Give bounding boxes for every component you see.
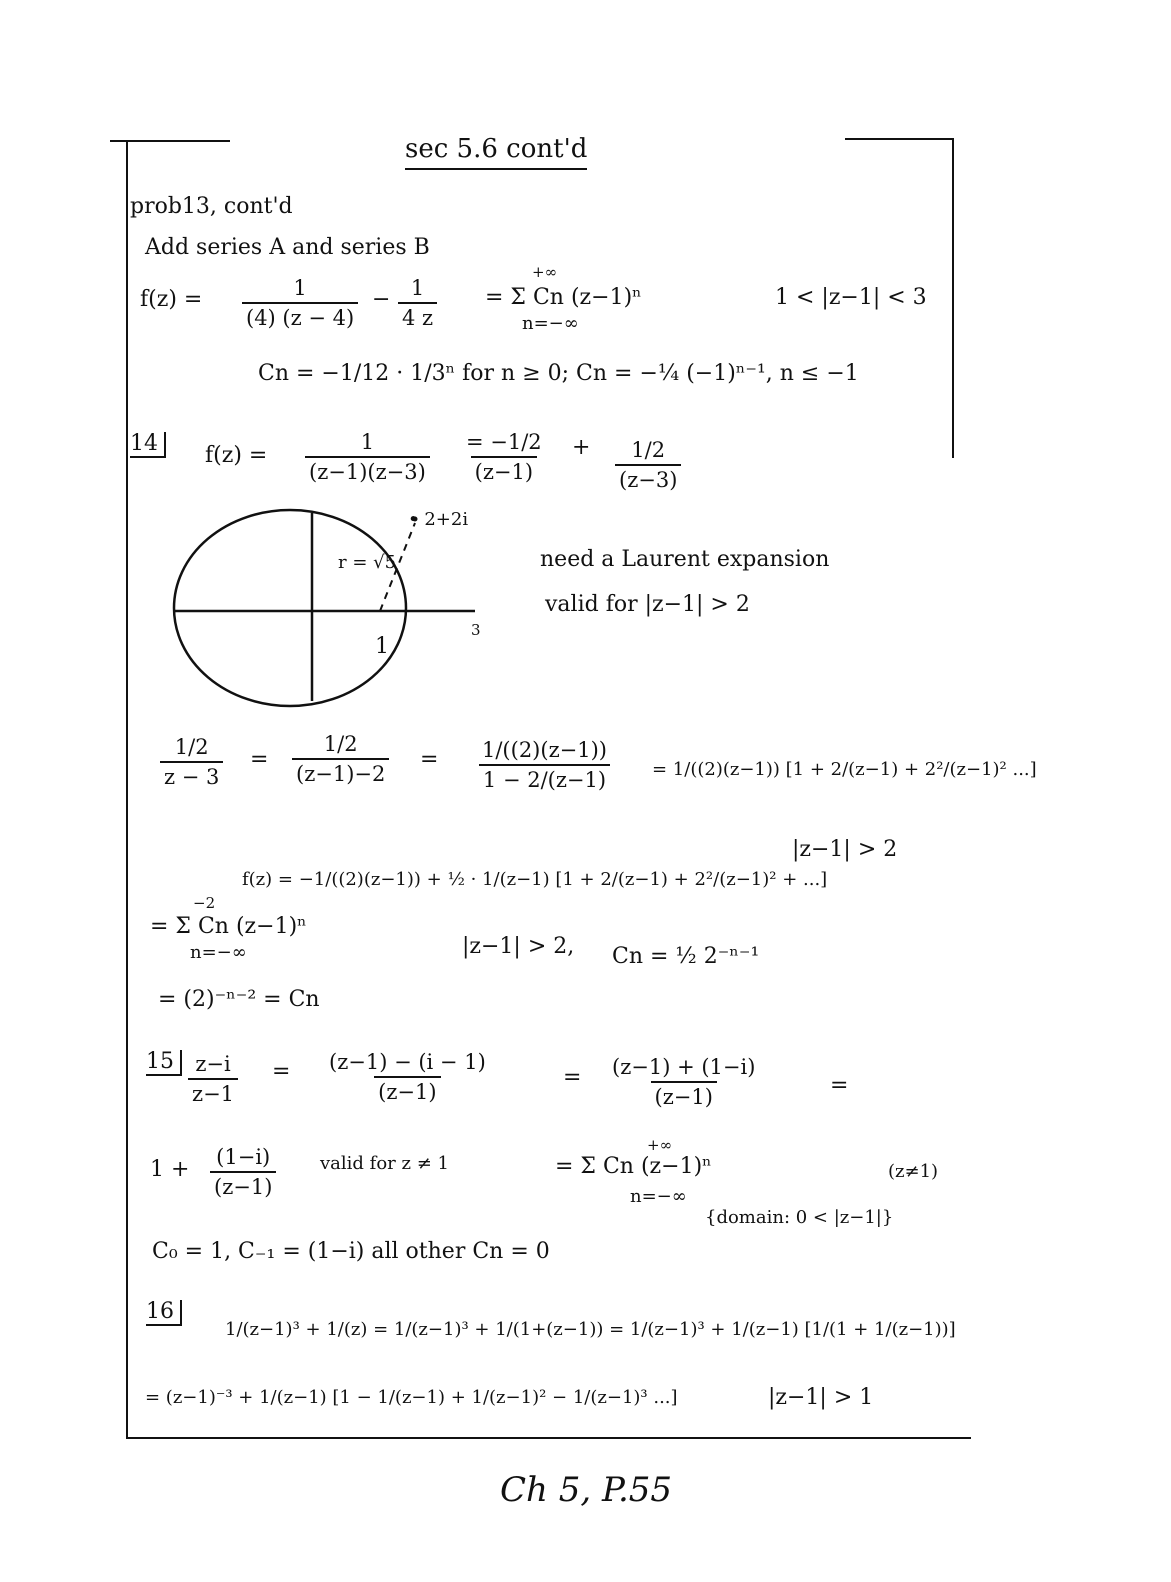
prob16-line2: = (z−1)⁻³ + 1/(z−1) [1 − 1/(z−1) + 1/(z−1)² − 1/(z−1)³ ...] xyxy=(145,1387,678,1408)
prob14-sum-upper: −2 xyxy=(193,894,216,912)
prob15-b: $\frac{(z-1) - (i - 1)}{(z-1)}$ xyxy=(329,1050,486,1105)
frame-top-left xyxy=(110,140,230,142)
prob15-eq-1: = xyxy=(272,1059,291,1084)
center-label: 1 xyxy=(375,634,389,659)
prob14-sum-lower: n=−∞ xyxy=(190,942,247,963)
prob13-heading: prob13, cont'd xyxy=(130,194,293,219)
prob13-term1: $\frac{1}{(4) (z - 4)}$ xyxy=(242,276,358,330)
prob14-note-1: need a Laurent expansion xyxy=(540,547,830,572)
prob15-eq-3: = xyxy=(830,1073,849,1098)
prob15-sum: = Σ Cn (z−1)ⁿ xyxy=(555,1154,712,1179)
prob13-domain: 1 < |z−1| < 3 xyxy=(775,285,927,310)
prob13-sum: = Σ Cn (z−1)ⁿ xyxy=(485,285,642,310)
step-a: $\frac{1/2}{z - 3}$ xyxy=(160,735,223,789)
prob16-label: 16 xyxy=(146,1300,182,1326)
prob15-sum-lower: n=−∞ xyxy=(630,1186,687,1207)
step-c: $\frac{1/((2)(z-1))}{1 - 2/(z-1)}$ xyxy=(478,738,611,792)
prob15-a: $\frac{z-i}{z-1}$ xyxy=(188,1052,238,1106)
edge-label: 3 xyxy=(471,621,481,639)
prob15-c: $\frac{(z-1) + (1-i)}{(z-1)}$ xyxy=(612,1055,756,1110)
prob14-domain-2: |z−1| > 2 xyxy=(792,837,898,862)
prob13-line1: Add series A and series B xyxy=(145,235,430,260)
prob14-f-label: f(z) = xyxy=(205,443,268,468)
prob15-cond: (z≠1) xyxy=(888,1161,939,1182)
prob13-sum-upper: +∞ xyxy=(532,263,558,281)
frame-right xyxy=(952,138,954,458)
prob13-sum-lower: n=−∞ xyxy=(522,313,579,334)
prob14-result: = (2)⁻ⁿ⁻² = Cn xyxy=(158,987,320,1012)
point-label: • 2+2i xyxy=(408,509,469,530)
prob14-sum-line: = Σ Cn (z−1)ⁿ xyxy=(150,914,307,939)
prob14-partial-1: $\frac{= -1/2}{(z-1)}$ xyxy=(466,430,542,485)
frame-top-right xyxy=(845,138,953,140)
radius-label: r = √5 xyxy=(338,552,397,573)
step-b: $\frac{1/2}{(z-1)-2}$ xyxy=(292,732,389,786)
prob13-term2: $\frac{1}{4 z}$ xyxy=(398,276,437,330)
prob14-partial-2: $\frac{1/2}{(z-3)}$ xyxy=(615,438,681,492)
prob14-f-line: f(z) = −1/((2)(z−1)) + ½ · 1/(z−1) [1 + 2/(z−1) + 2²/(z−1)² + ...] xyxy=(242,869,828,890)
prob15-domain: {domain: 0 < |z−1|} xyxy=(705,1207,894,1228)
prob14-frac: $\frac{1}{(z-1)(z-3)}$ xyxy=(305,430,430,484)
prob14-label: 14 xyxy=(130,432,166,458)
prob13-f-label: f(z) = xyxy=(140,287,203,312)
laurent-region-diagram xyxy=(170,505,490,725)
prob16-domain: |z−1| > 1 xyxy=(768,1385,874,1410)
prob15-label: 15 xyxy=(146,1050,182,1076)
step-eq-1: = xyxy=(250,747,269,772)
frame-bottom xyxy=(126,1437,971,1439)
step-d: = 1/((2)(z−1)) [1 + 2/(z−1) + 2²/(z−1)² ...] xyxy=(652,759,1037,780)
prob14-cn-line: Cn = ½ 2⁻ⁿ⁻¹ xyxy=(612,944,760,969)
prob15-coeffs: C₀ = 1, C₋₁ = (1−i) all other Cn = 0 xyxy=(152,1239,550,1264)
prob14-plus: + xyxy=(572,435,591,460)
step-eq-2: = xyxy=(420,747,439,772)
prob14-note-2: valid for |z−1| > 2 xyxy=(545,592,750,617)
prob15-sum-upper: +∞ xyxy=(647,1136,673,1154)
prob13-minus: − xyxy=(372,287,391,312)
page-number: Ch 5, P.55 xyxy=(500,1470,673,1510)
page-title: sec 5.6 cont'd xyxy=(405,135,587,170)
prob13-cn-line: Cn = −1/12 · 1/3ⁿ for n ≥ 0; Cn = −¼ (−1)ⁿ⁻¹, n ≤ −1 xyxy=(258,361,859,386)
prob14-domain-3: |z−1| > 2, xyxy=(462,934,575,959)
frame-left xyxy=(126,142,128,1438)
region-circle xyxy=(174,510,406,706)
prob16-line1: 1/(z−1)³ + 1/(z) = 1/(z−1)³ + 1/(1+(z−1)) = 1/(z−1)³ + 1/(z−1) [1/(1 + 1/(z−1))] xyxy=(225,1319,956,1340)
prob15-valid: valid for z ≠ 1 xyxy=(320,1153,449,1174)
prob15-eq-2: = xyxy=(563,1065,582,1090)
prob15-d: $\frac{(1-i)}{(z-1)}$ xyxy=(210,1145,276,1199)
prob15-line2-lead: 1 + xyxy=(150,1157,190,1182)
